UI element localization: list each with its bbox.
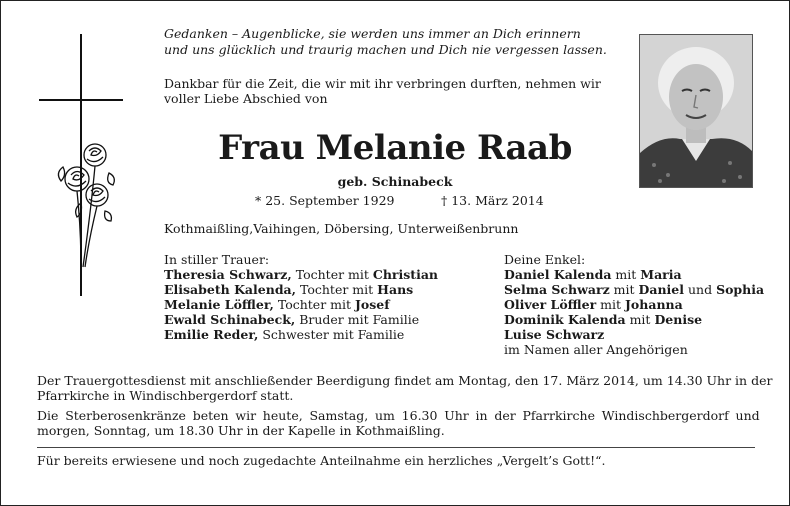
quote-line-1: Gedanken – Augenblicke, sie werden uns immer an Dich erinnern xyxy=(164,26,581,41)
service-para1-line1: Der Trauergottesdienst mit anschließender Beerdigung findet am Montag, den 17. März 2014, um 14.30 Uhr in der xyxy=(37,373,773,388)
list-item: Melanie Löffler, Tochter mit Josef xyxy=(164,297,390,312)
thanks-line-2: voller Liebe Abschied von xyxy=(164,91,328,106)
mourners-footer: im Namen aller Angehörigen xyxy=(504,342,688,357)
cross-horizontal-bar xyxy=(39,99,123,101)
portrait-photo xyxy=(639,34,753,188)
closing-thanks: Für bereits erwiesene und noch zugedachte Anteilnahme ein herzliches „Vergelt’s Gott!“. xyxy=(37,453,606,468)
deceased-name: Frau Melanie Raab xyxy=(218,128,572,168)
service-para1-line2: Pfarrkirche in Windischbergerdorf statt. xyxy=(37,388,294,403)
list-item: Elisabeth Kalenda, Tochter mit Hans xyxy=(164,282,414,297)
list-item: Oliver Löffler mit Johanna xyxy=(504,297,683,312)
list-item: Theresia Schwarz, Tochter mit Christian xyxy=(164,267,439,282)
list-item: Emilie Reder, Schwester mit Familie xyxy=(164,327,405,342)
list-item: Ewald Schinabeck, Bruder mit Familie xyxy=(164,312,420,327)
list-item: Luise Schwarz xyxy=(504,327,605,342)
service-para2-line1: Die Sterberosenkränze beten wir heute, Samstag, um 16.30 Uhr in der Pfarrkirche Windischbergerdorf und xyxy=(37,408,760,423)
mourners-left-heading: In stiller Trauer: xyxy=(164,252,270,267)
maiden-name: geb. Schinabeck xyxy=(337,174,453,189)
list-item: Selma Schwarz mit Daniel und Sophia xyxy=(504,282,765,297)
birth-date: * 25. September 1929 xyxy=(255,193,395,208)
thanks-line-1: Dankbar für die Zeit, die wir mit ihr verbringen durften, nehmen wir xyxy=(164,76,601,91)
places-list: Kothmaißling,Vaihingen, Döbersing, Unterweißenbrunn xyxy=(164,221,519,236)
list-item: Daniel Kalenda mit Maria xyxy=(504,267,682,282)
quote-line-2: und uns glücklich und traurig machen und Dich nie vergessen lassen. xyxy=(164,42,607,57)
service-para2-line2: morgen, Sonntag, um 18.30 Uhr in der Kapelle in Kothmaißling. xyxy=(37,423,445,438)
death-date: † 13. März 2014 xyxy=(441,193,544,208)
divider xyxy=(37,447,755,448)
list-item: Dominik Kalenda mit Denise xyxy=(504,312,703,327)
mourners-right-heading: Deine Enkel: xyxy=(504,252,586,267)
